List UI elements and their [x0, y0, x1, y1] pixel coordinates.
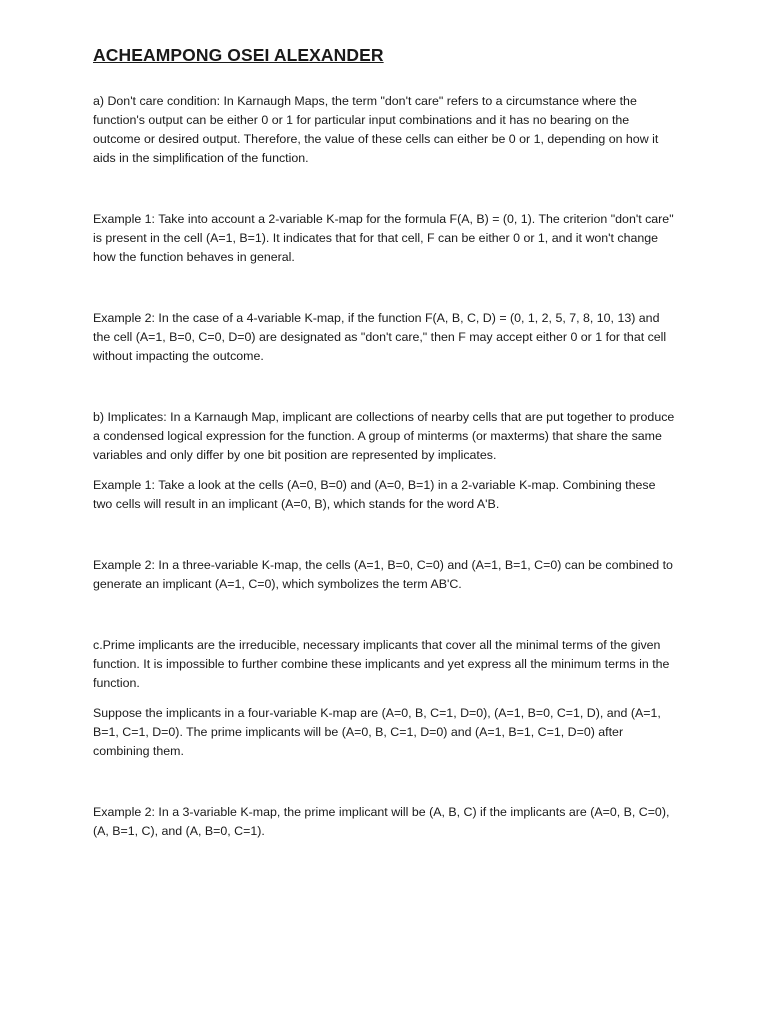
paragraph-implicates-definition: b) Implicates: In a Karnaugh Map, implicant are collections of nearby cells that are put together to produce a condensed logical expression for the function. A group of minterms (or maxterms) that share the same variables and only differ by one bit position are represented by implicates.	[93, 410, 675, 462]
paragraph-prime-implicants-example-2: Example 2: In a 3-variable K-map, the prime implicant will be (A, B, C) if the implicants are (A=0, B, C=0), (A, B=1, C), and (A, B=0, C=1).	[93, 805, 670, 838]
paragraph-implicates-example-2: Example 2: In a three-variable K-map, the cells (A=1, B=0, C=0) and (A=1, B=1, C=0) can be combined to generate an implicant (A=1, C=0), which symbolizes the term AB'C.	[93, 558, 673, 591]
paragraph-implicates-example-1: Example 1: Take a look at the cells (A=0, B=0) and (A=0, B=1) in a 2-variable K-map. Combining these two cells will result in an implicant (A=0, B), which stands for the word A'B.	[93, 478, 656, 511]
paragraph-dont-care-definition: a) Don't care condition: In Karnaugh Maps, the term "don't care" refers to a circumstance where the function's output can be either 0 or 1 for particular input combinations and it has no bearing on the outcome or desired output. Therefore, the value of these cells can either be 0 or 1, depending on how it aids in the simplification of the function.	[93, 94, 659, 165]
paragraph-prime-implicants-example-1: Suppose the implicants in a four-variable K-map are (A=0, B, C=1, D=0), (A=1, B=0, C=1, D), and (A=1, B=1, C=1, D=0). The prime implicants will be (A=0, B, C=1, D=0) and (A=1, B=1, C=1, D=0) after combining them.	[93, 706, 661, 758]
paragraph-dont-care-example-1: Example 1: Take into account a 2-variable K-map for the formula F(A, B) = (0, 1). The criterion "don't care" is present in the cell (A=1, B=1). It indicates that for that cell, F can be either 0 or 1, and it won't change how the function behaves in general.	[93, 212, 674, 264]
paragraph-dont-care-example-2: Example 2: In the case of a 4-variable K-map, if the function F(A, B, C, D) = (0, 1, 2, 5, 7, 8, 10, 13) and the cell (A=1, B=0, C=0, D=0) are designated as "don't care," then F may accept either 0 or 1 for that cell without impacting the outcome.	[93, 311, 667, 363]
document-page	[93, 44, 678, 841]
paragraph-prime-implicants-definition: c.Prime implicants are the irreducible, necessary implicants that cover all the minimal terms of the given function. It is impossible to further combine these implicants and yet express all the minimum terms in the function.	[93, 638, 670, 690]
author-title: ACHEAMPONG OSEI ALEXANDER	[93, 45, 384, 65]
